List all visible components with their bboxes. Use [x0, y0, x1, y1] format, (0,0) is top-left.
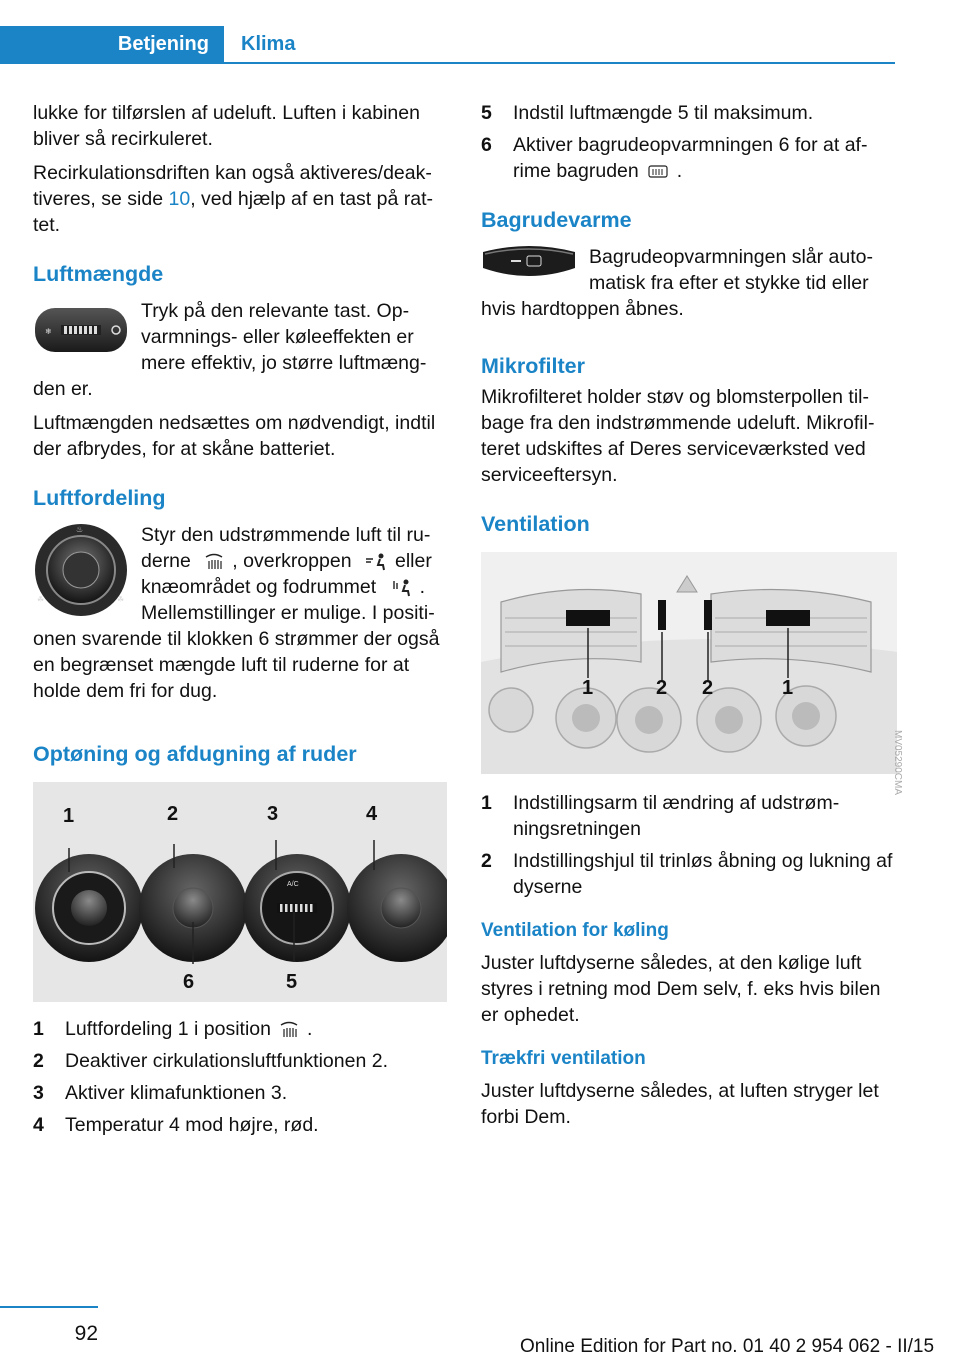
right-column [481, 100, 895, 1138]
figure-label: 1 [782, 677, 794, 699]
svg-text:☘: ☘ [117, 595, 125, 604]
heading-luftmaengde: Luftmængde [33, 262, 164, 286]
rear-defrost-button-image [481, 244, 577, 290]
item-number: 3 [33, 1082, 44, 1104]
heading-optoning: Optøning og afdugning af ruder [33, 742, 357, 766]
windshield-defrost-icon [279, 1021, 299, 1039]
item-number: 2 [33, 1050, 44, 1072]
header-tabbar [0, 26, 895, 64]
figure-label: 2 [702, 677, 714, 699]
text: Styr den udstrømmende luft til ruderne [141, 524, 431, 572]
left-column [33, 100, 447, 1144]
item-number: 5 [481, 102, 492, 124]
text: . Mellemstillinger er mulige. I positionen svarende til klokken 6 strømmer der også en begrænset mængde luft til ruderne for at holde dem fri for dug. [33, 576, 440, 702]
item-text: Indstillingsarm til ændring af udstrømningsretningen [513, 792, 840, 840]
bagrude-block [481, 244, 895, 330]
text: Recirkulationsdriften kan også aktiveres/deaktiveres, se side [33, 162, 432, 210]
footer-rule [0, 1306, 98, 1308]
svg-text:♨: ♨ [76, 525, 84, 534]
item-text: Indstil luftmængde 5 til maksimum. [513, 102, 814, 124]
figure-label: 1 [63, 805, 75, 827]
figure-label: 4 [366, 803, 378, 825]
paragraph: Juster luftdyserne således, at den kølige luft styres i retning mod Dem selv, f. eks hvis bilen er ophedet. [481, 952, 881, 1026]
item-number: 1 [481, 792, 492, 814]
paragraph [33, 160, 447, 238]
heading-koeling: Ventilation for køling [481, 920, 669, 941]
item-number: 2 [481, 850, 492, 872]
fan-control-image [33, 298, 129, 362]
paragraph: lukke for tilførslen af udeluft. Luften i kabinen bliver så recirkuleret. [33, 102, 420, 150]
page-number: 92 [74, 1322, 98, 1345]
item-text: Aktiver klimafunktionen 3. [65, 1082, 288, 1104]
item-text: Temperatur 4 mod højre, rød. [65, 1114, 319, 1136]
item-text: Deaktiver cirkulationsluftfunktionen 2. [65, 1050, 388, 1072]
edition-text: Online Edition for Part no. 01 40 2 954 062 - II/15 [520, 1336, 935, 1357]
figure-label: 3 [267, 803, 279, 825]
text: . [676, 160, 683, 182]
footwell-airflow-icon [390, 579, 412, 597]
list-item [481, 132, 895, 184]
text: , ved hjælp af en tast på rattet. [33, 188, 433, 236]
heading-ventilation: Ventilation [481, 512, 590, 536]
tab-betjening[interactable] [0, 26, 224, 62]
item-number: 4 [33, 1114, 44, 1136]
svg-text:☘: ☘ [37, 595, 45, 604]
text: . [306, 1018, 313, 1040]
figure-label: 6 [183, 971, 195, 993]
rear-window-defrost-icon [647, 164, 669, 180]
upper-body-airflow-icon [365, 553, 387, 571]
item-number: 6 [481, 134, 492, 156]
figure-label: 5 [286, 971, 298, 993]
list-item [33, 1048, 447, 1074]
figure-code: MV05290CMA [892, 730, 903, 796]
page-link[interactable]: 10 [168, 188, 191, 210]
tab-betjening-label: Betjening [117, 33, 209, 55]
list-item [481, 100, 895, 126]
heading-luftfordeling: Luftfordeling [33, 486, 166, 510]
item-number: 1 [33, 1018, 44, 1040]
list-item [33, 1112, 447, 1138]
tab-klima[interactable]: Klima [241, 33, 296, 55]
luftfordeling-block [33, 522, 447, 712]
paragraph: Luftmængden nedsættes om nødvendigt, indtil der afbrydes, for at skåne batteriet. [33, 412, 436, 460]
item-text: Luftfordeling 1 i position [65, 1018, 271, 1040]
windshield-defrost-icon [204, 553, 224, 571]
air-distribution-knob-image [33, 522, 129, 618]
list-item [33, 1016, 447, 1042]
list-item [481, 848, 895, 900]
steps-list [33, 1016, 447, 1138]
text: eller knæområdet og fodrummet [141, 550, 432, 598]
paragraph: Tryk på den relevante tast. Opvarmnings- eller køleeffekten er mere effektiv, jo større luftmængden er. [33, 300, 427, 400]
figure-label: 2 [656, 677, 668, 699]
svg-text:❄: ❄ [45, 327, 52, 336]
text: , overkroppen [232, 550, 352, 572]
heading-traekfri: Trækfri ventilation [481, 1048, 646, 1069]
paragraph: Bagrudeopvarmningen slår automatisk fra efter et stykke tid eller hvis hardtoppen åbnes. [481, 246, 874, 320]
climate-control-panel-image [33, 782, 447, 1002]
heading-bagrudevarme: Bagrudevarme [481, 208, 632, 232]
steps-list [481, 100, 895, 184]
item-text: Aktiver bagrudeopvarmningen 6 for at afrime bagruden [513, 134, 868, 182]
vent-items-list [481, 790, 895, 900]
figure-label: 2 [167, 803, 179, 825]
list-item [33, 1080, 447, 1106]
heading-mikrofilter: Mikrofilter [481, 354, 585, 378]
svg-text:A/C: A/C [287, 881, 299, 888]
paragraph: Juster luftdyserne således, at luften stryger let forbi Dem. [481, 1080, 879, 1128]
list-item [481, 790, 895, 842]
ventilation-image [481, 552, 897, 774]
luftmaengde-block [33, 298, 447, 410]
paragraph: Mikrofilteret holder støv og blomsterpollen tilbage fra den indstrømmende udeluft. Mikrofilteret udskiftes af Deres serviceværksted ved serviceeftersyn. [481, 386, 875, 486]
item-text: Indstillingshjul til trinløs åbning og lukning af dyserne [513, 850, 893, 898]
figure-label: 1 [582, 677, 594, 699]
